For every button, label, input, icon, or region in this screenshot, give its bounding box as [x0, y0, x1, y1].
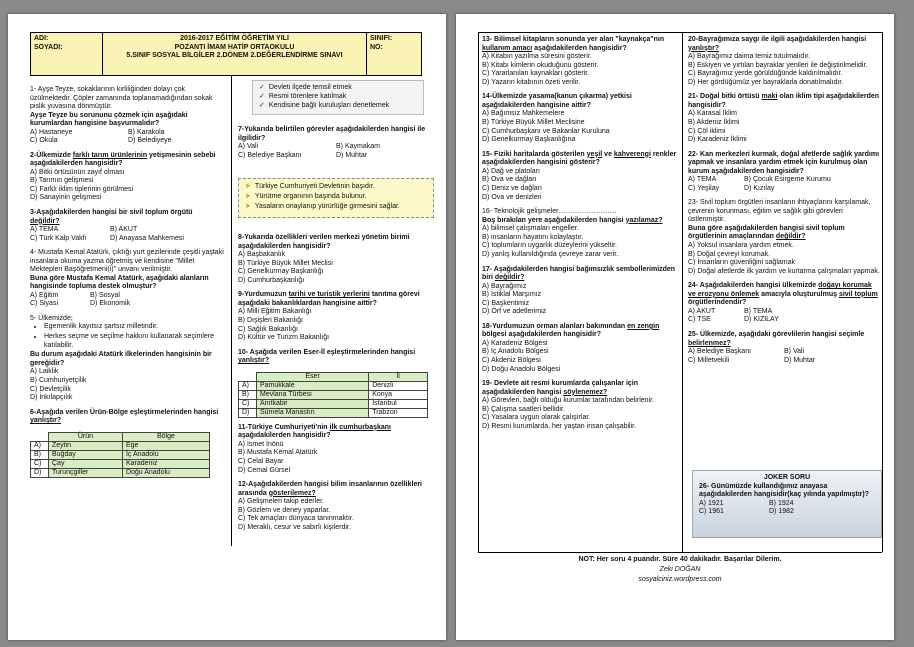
stem-underline: kahverengi — [613, 150, 651, 158]
stem-part: bölgesi aşağıdakilerden hangisidir? — [482, 331, 602, 339]
product-region-table — [30, 432, 210, 478]
option-c[interactable]: C) TSE — [688, 316, 711, 324]
option-c[interactable]: C) Siyasi — [30, 300, 59, 308]
exam-header — [30, 32, 422, 76]
question-12 — [238, 481, 434, 532]
stem-underline: değildir? — [30, 217, 60, 225]
arrow-icon: ➤ — [245, 193, 251, 200]
right-column — [688, 36, 880, 371]
stem-part: tanıtma görevi aşağıdaki bakanlıklardan hangisine aittir? — [238, 291, 420, 307]
number-label: NO: — [370, 43, 383, 51]
question-stem — [688, 282, 880, 308]
stem-part: 25- Ülkemizde, aşağıdaki görevlilerin hangisi seçimle — [688, 331, 865, 338]
option-d[interactable]: D) Doğal afetlerde ilk yardım ve kurtarma çalışmaları yapmak. — [688, 267, 880, 275]
page-left-border — [478, 32, 479, 552]
row-product: Çay — [49, 459, 123, 468]
row-region: Karadeniz — [122, 459, 209, 468]
exam-footer — [478, 552, 882, 586]
question-stem — [482, 266, 678, 283]
option-b[interactable]: B) İç Anadolu Bölgesi — [482, 348, 549, 356]
option-d[interactable]: D) Muhtar — [784, 356, 816, 364]
check-text: Kendisine bağlı kuruluşları denetlemek — [268, 102, 390, 109]
right-column-top — [238, 126, 434, 166]
row-work: Pamukkale — [257, 381, 369, 390]
stem-underline: maki — [761, 93, 778, 101]
option-b[interactable]: B) TEMA — [744, 307, 773, 315]
option-b[interactable]: B) Akdeniz İklimi — [688, 118, 740, 126]
question-21 — [688, 93, 880, 144]
name-label: ADI: — [34, 35, 49, 42]
option-d[interactable]: D) yanlış kullanıldığında çevreye zarar verir. — [482, 250, 619, 258]
question-stem — [688, 225, 880, 242]
option-c[interactable]: C) Farklı iklim tiplerinin görülmesi — [30, 185, 134, 193]
question-1 — [30, 86, 226, 146]
question-15 — [482, 151, 678, 202]
feature-text: Yasaların onaylanıp yürürlüğe girmesini sağlar. — [254, 203, 400, 210]
option-b[interactable]: B) Eskiyen ve yırtılan bayraklar yenileri ile değiştirilmelidir. — [688, 61, 868, 69]
option-d[interactable]: D) 1982 — [769, 508, 794, 516]
question-text: 4- Mustafa Kemal Atatürk, çıktığı yurt gezilerinde çeşitli yaştaki insanlara okuma yazma öğretmiş ve kendisine "Millet Mektepleri Başöğretmeni(i)" unvanı verilmiştir. — [30, 249, 224, 274]
option-c[interactable]: C) Devletçilik — [30, 385, 71, 393]
option-a[interactable]: A) Yoksul insanlara yardım etmek. — [688, 241, 794, 249]
stem-part: 2-Ülkemizde — [30, 151, 73, 159]
option-d[interactable]: D) Ova ve denizleri — [482, 193, 542, 201]
page-right-border — [882, 32, 883, 552]
option-c[interactable]: C) Çöl iklimi — [688, 127, 726, 135]
option-b[interactable]: B) Türkiye Büyük Millet Meclisi — [238, 259, 333, 267]
option-d[interactable]: D) Genelkurmay Başkanlığına — [482, 136, 576, 144]
option-c[interactable]: C) İnsanların güvenliğini sağlamak — [688, 259, 795, 267]
option-d[interactable]: D) Belediyeye — [128, 137, 172, 145]
option-c[interactable]: C) Deniz ve dağları — [482, 184, 542, 192]
stem-part: 13- Bilimsel kitapların sonunda yer alan "kaynakça"nın — [482, 36, 665, 43]
stem-part: 12-Aşağıdakilerden hangisi bilim insanlarının özellikleri arasında — [238, 481, 422, 497]
option-c[interactable]: C) Cumhurbaşkanı ve Bakanlar Kuruluna — [482, 127, 610, 135]
option-d[interactable]: D) Resmi kurumlarda, her yaştan insan çalışabilir. — [482, 423, 637, 431]
check-text: Resmi törenlere katılmak — [268, 93, 347, 100]
option-c[interactable]: C) Bayrağımız yerde görüldüğünde kaldırılmalıdır. — [688, 70, 843, 78]
table-row[interactable] — [239, 390, 428, 399]
row-province: Konya — [369, 390, 428, 399]
option-a[interactable]: A) Bayrağımız — [482, 282, 527, 290]
option-a[interactable]: A) 1921 — [699, 499, 724, 507]
question-18 — [482, 323, 678, 374]
question-stem — [688, 93, 880, 110]
option-c[interactable]: C) Milletvekili — [688, 356, 730, 364]
option-c[interactable]: C) Belediye Başkanı — [238, 151, 302, 159]
question-3 — [30, 209, 226, 243]
row-work: Mevlana Türbesi — [257, 390, 369, 399]
option-d[interactable]: D) Ekonomik — [90, 300, 131, 308]
exam-page-2 — [456, 14, 894, 640]
option-c[interactable]: C) Başkentimiz — [482, 299, 530, 307]
option-c[interactable]: C) Akdeniz Bölgesi — [482, 357, 541, 365]
question-25 — [688, 331, 880, 365]
top-border — [478, 32, 883, 33]
joker-stem: 26- Günümüzde kullandığımız anayasa aşağıdakilerden hangisidir(kaç yılında yapılmıştır)? — [699, 482, 869, 498]
row-province: Denizli — [369, 381, 428, 390]
question-stem — [30, 152, 226, 169]
option-b[interactable]: B) Çalışma saatleri bellidir. — [482, 405, 565, 413]
surname-label: SOYADI: — [34, 43, 63, 51]
option-d[interactable]: D) Anayasa Mahkemesi — [110, 234, 184, 242]
feature-text: Türkiye Cumhuriyeti Devletinin başıdır. — [254, 183, 375, 190]
option-a[interactable]: A) Bayrağımız daima temiz tutulmalıdır. — [688, 53, 811, 60]
question-stem: 22- Kan merkezleri kurmak, doğal afetlerde sağlık yardımı yapmak ve insanlara yardım etmek için kurulmuş olan kurum aşağıdakilerden hangisidir? — [688, 150, 880, 175]
question-23 — [688, 199, 880, 276]
row-region: Doğu Anadolu — [122, 468, 209, 477]
question-stem — [482, 380, 678, 397]
stem-underline: yazılamaz? — [625, 216, 663, 224]
stem-part: 11-Türkiye Cumhuriyeti'nin — [238, 423, 330, 431]
row-product: Zeytin — [49, 441, 123, 450]
option-a[interactable]: A) Görevleri, bağlı olduğu kurumlar tarafından belirlenir. — [482, 397, 654, 405]
question-stem: Ayşe Teyze bu sorununu çözmek için aşağıdaki kurumlardan hangisine başvurmalıdır? — [30, 111, 188, 127]
feature-item — [245, 183, 427, 193]
question-stem: Bu durum aşağıdaki Atatürk ilkelerinden hangisinin bir gereğidir? — [30, 351, 212, 367]
option-b[interactable]: B) Türkiye Büyük Millet Meclisine — [482, 118, 585, 126]
question-5 — [30, 315, 226, 403]
option-b[interactable]: B) 1924 — [769, 499, 794, 507]
right-column — [238, 234, 434, 539]
question-text: 5- Ülkemizde; — [30, 314, 73, 322]
stem-part: 6-Aşağıda verilen Ürün-Bölge eşleştirmelerinden hangisi — [30, 408, 219, 416]
option-c[interactable]: C) Tek amaçları dünyaca tanınmaktır. — [238, 515, 354, 523]
table-row[interactable] — [31, 450, 210, 459]
question-19 — [482, 380, 678, 431]
stem-part: ve — [602, 150, 614, 158]
row-province: İstanbul — [369, 399, 428, 408]
row-letter: A) — [239, 381, 257, 390]
stem-part: Buna göre aşağıdakilerden hangisi sivil toplum örgütlerinin amaçlarından — [688, 224, 845, 241]
joker-title: JOKER SORU — [763, 474, 811, 481]
column-divider — [682, 32, 683, 552]
exam-name: 5.SINIF SOSYAL BİLGİLER 2.DÖNEM 2.DEĞERLENDİRME SINAVI — [126, 52, 343, 59]
option-c[interactable]: C) Okula — [30, 137, 58, 145]
stem-part: aşağıdakilerden hangisidir? — [238, 432, 331, 440]
option-a[interactable]: A) Vali — [238, 143, 259, 150]
left-column — [482, 36, 678, 438]
feature-item — [245, 193, 427, 203]
option-c[interactable]: C) Sağlık Bakanlığı — [238, 325, 298, 333]
option-a[interactable]: A) Hastaneye — [30, 128, 73, 136]
option-d[interactable]: D) KIZILAY — [744, 316, 779, 324]
question-stem — [238, 424, 434, 441]
q8-features-box — [238, 178, 434, 218]
option-b[interactable]: B) İstiklal Marşımız — [482, 291, 542, 299]
table-header: Eser — [257, 372, 369, 381]
question-22 — [688, 151, 880, 194]
feature-text: Yürütme organının başında bulunur. — [254, 193, 367, 200]
option-d[interactable]: D) Karadeniz İklimi — [688, 136, 747, 144]
question-11 — [238, 424, 434, 475]
check-icon: ✓ — [259, 93, 265, 100]
stem-part: örgütlerindendir? — [688, 299, 747, 307]
question-16 — [482, 208, 678, 259]
exam-title — [103, 33, 367, 75]
option-b[interactable]: B) Kitabı kimlerin okuduğunu gösterir. — [482, 61, 599, 69]
question-text: 16- Teknolojik gelişmeler……………………. — [482, 208, 617, 216]
question-stem — [238, 349, 434, 366]
option-b[interactable]: B) AKUT — [110, 226, 138, 234]
option-b[interactable]: B) Çocuk Esirgeme Kurumu — [744, 176, 831, 184]
table-header: Ürün — [49, 432, 123, 441]
option-b[interactable]: B) Doğal çevreyi korumak. — [688, 250, 771, 258]
class-cell — [367, 33, 423, 75]
row-region: Ege — [122, 441, 209, 450]
option-b[interactable]: B) Sosyal — [90, 291, 120, 299]
stem-underline: değildir? — [494, 274, 525, 281]
table-row[interactable] — [239, 408, 428, 417]
question-stem — [30, 409, 226, 426]
option-b[interactable]: B) Karakola — [128, 128, 165, 136]
arrow-icon: ➤ — [245, 203, 251, 210]
option-a[interactable]: A) Bağımsız Mahkemelere — [482, 110, 565, 118]
stem-underline: ilk cumhurbaşkanı — [329, 423, 391, 431]
stem-underline: söylenemez? — [563, 388, 608, 396]
row-work: Sümela Manastırı — [257, 408, 369, 417]
question-24 — [688, 282, 880, 325]
row-letter: D) — [239, 408, 257, 417]
option-c[interactable]: C) Yeşilay — [688, 184, 720, 192]
option-d[interactable]: D) Sanayinin gelişmesi — [30, 194, 102, 202]
option-a[interactable]: A) Laiklik — [30, 368, 59, 376]
stem-part: 18-Yurdumuzun orman alanları bakımından — [482, 322, 628, 330]
option-b[interactable]: B) Mustafa Kemal Atatürk — [238, 449, 318, 457]
check-item — [259, 93, 417, 102]
stem-underline: gösterilemez? — [268, 489, 316, 497]
table-row[interactable] — [31, 441, 210, 450]
table-header: Bölge — [122, 432, 209, 441]
bullet-item: • Egemenlik kayıtsız şartsız milletindir. — [44, 323, 226, 333]
option-d[interactable]: D) Meraklı, cesur ve sabırlı kişilerdir. — [238, 523, 351, 531]
stem-part: 24- Aşağıdakilerden hangisi ülkemizde — [688, 282, 819, 290]
question-stem — [482, 151, 678, 168]
question-6 — [30, 409, 226, 478]
option-a[interactable]: A) Kitabın yazılma süresini gösterir. — [482, 53, 592, 60]
option-d[interactable]: D) Cumhurbaşkanlığı — [238, 276, 305, 284]
check-text: Devleti ilçede temsil etmek — [268, 84, 352, 91]
table-row[interactable] — [31, 459, 210, 468]
option-d[interactable]: D) Muhtar — [336, 151, 368, 159]
question-4 — [30, 249, 226, 309]
stem-part: 9-Yurdumuzun — [238, 291, 289, 299]
stem-underline: yanlıştır? — [238, 357, 270, 365]
option-b[interactable]: B) insanların hayatını kolaylaştır. — [482, 233, 584, 241]
question-stem — [482, 36, 678, 53]
stem-underline: en zengin — [627, 322, 660, 330]
stem-part: olan iklim tipi aşağıdakilerden hangisidir? — [688, 93, 880, 109]
option-d[interactable]: D) Kızılay — [744, 184, 775, 192]
question-stem — [688, 331, 880, 348]
stem-underline: değildir? — [775, 233, 806, 241]
question-7 — [238, 126, 434, 160]
question-stem: 7-Yukarıda belirtilen görevler aşağıdakilerden hangisi ile ilgilidir? — [238, 126, 426, 142]
question-stem: 8-Yukarıda özellikleri verilen merkezi yönetim birimi aşağıdakilerden hangisidir? — [238, 234, 410, 250]
table-row[interactable] — [239, 381, 428, 390]
question-stem — [238, 291, 434, 308]
class-label: SINIFI: — [370, 35, 393, 42]
question-9 — [238, 291, 434, 342]
stem-underline: yanlıştır? — [688, 44, 720, 52]
question-13 — [482, 36, 678, 87]
question-17 — [482, 266, 678, 317]
option-a[interactable]: A) Karadeniz Bölgesi — [482, 339, 548, 347]
row-product: Turunçgiller — [49, 468, 123, 477]
option-a[interactable]: A) Milli Eğitim Bakanlığı — [238, 308, 312, 316]
option-b[interactable]: B) Kaymakam — [336, 143, 380, 150]
website: sosyalciniz.wordpress.com — [638, 576, 722, 583]
option-c[interactable]: C) Celal Bayar — [238, 457, 284, 465]
option-d[interactable]: D) Cemal Gürsel — [238, 466, 291, 474]
check-icon: ✓ — [259, 84, 265, 91]
stem-part: 3-Aşağıdakilerden hangisi bir sivil toplum örgütü — [30, 209, 193, 217]
question-2 — [30, 152, 226, 203]
stem-underline: kullanım amacı — [482, 44, 533, 52]
option-a[interactable]: A) Dağ ve platoları — [482, 167, 540, 175]
table-row[interactable] — [239, 399, 428, 408]
stem-part: 10- Aşağıda verilen Eser-İl eşleştirmelerinden hangisi — [238, 348, 416, 356]
option-b[interactable]: B) Dışişleri Bakanlığı — [238, 316, 303, 324]
question-10 — [238, 349, 434, 418]
option-a[interactable]: A) Başbakanlık — [238, 251, 286, 258]
stem-part: 15- Fiziki haritalarda gösterilen — [482, 150, 587, 158]
option-d[interactable]: D) Doğu Anadolu Bölgesi — [482, 365, 561, 373]
option-a[interactable]: A) Bitki örtüsünün zayıf olması — [30, 168, 125, 176]
question-stem — [30, 209, 226, 226]
question-stem — [482, 323, 678, 340]
stem-underline: tarihi ve turistik yerlerini — [288, 291, 370, 299]
row-province: Trabzon — [369, 408, 428, 417]
option-b[interactable]: B) Tarımın gelişmesi — [30, 177, 94, 185]
stem-part: 21- Doğal bitki örtüsü — [688, 93, 762, 101]
option-d[interactable]: D) Kültür ve Turizm Bakanlığı — [238, 334, 330, 342]
option-d[interactable]: D) İnkılapçılık — [30, 394, 73, 402]
row-letter: B) — [239, 390, 257, 399]
stem-part: yetişmesinin sebebi aşağıdakilerden hangisidir? — [30, 151, 216, 168]
arrow-icon: ➤ — [245, 183, 251, 190]
option-b[interactable]: B) Gözlem ve deney yaparlar. — [238, 506, 331, 514]
stem-underline: sivil toplum — [838, 290, 878, 298]
row-letter: B) — [31, 450, 49, 459]
stem-part: 20-Bayrağımıza saygı ile ilgili aşağıdakilerden hangisi — [688, 36, 867, 43]
author-name: Zeki DOĞAN — [659, 566, 701, 573]
column-divider — [231, 76, 232, 546]
option-a[interactable]: A) Gelişmeleri takip ederler. — [238, 498, 324, 506]
option-d[interactable]: D) Her gördüğümüz yer bayraklarla donatılmalıdır. — [688, 78, 844, 86]
stem-part: Boş bırakılan yere aşağıdakilerden hangisi — [482, 216, 626, 224]
exam-page-1 — [8, 14, 446, 640]
feature-item — [245, 203, 427, 213]
option-a[interactable]: A) TEMA — [30, 226, 59, 234]
row-product: Buğday — [49, 450, 123, 459]
stem-part: renkler aşağıdakilerden hangisini gösterir? — [482, 150, 677, 167]
row-letter: C) — [239, 399, 257, 408]
row-letter: C) — [31, 459, 49, 468]
option-b[interactable]: B) Ova ve dağları — [482, 176, 537, 184]
footer-note: NOT: Her soru 4 puandır. Süre 40 dakikadır. Başarılar Dilerim. — [578, 556, 782, 563]
check-item — [259, 84, 417, 93]
stem-underline: farklı tarım ürünlerinin — [72, 151, 148, 159]
bullet-item: • Herkes seçme ve seçilme hakkını kullanarak seçimlere katılabilir. — [44, 333, 226, 351]
student-name-cell — [31, 33, 103, 75]
option-c[interactable]: C) 1961 — [699, 508, 724, 516]
option-a[interactable]: A) AKUT — [688, 307, 716, 315]
option-c[interactable]: C) toplumların uygarlık düzeylerini yükseltir. — [482, 242, 617, 250]
stem-underline: yeşil — [586, 150, 603, 158]
joker-question-box — [692, 470, 882, 538]
school-name: POZANTI İMAM HATİP ORTAOKULU — [174, 43, 295, 51]
check-icon: ✓ — [259, 102, 265, 109]
stem-part: amacıyla oluşturulmuş — [759, 290, 839, 298]
question-8 — [238, 234, 434, 285]
question-stem — [238, 481, 434, 498]
stem-part: 19- Devlete ait resmi kurumlarda çalışanlar için aşağıdakilerden hangisi — [482, 380, 639, 396]
row-region: İç Anadolu — [122, 450, 209, 459]
option-c[interactable]: C) Yararlanılan kaynakları gösterir. — [482, 70, 590, 78]
option-d[interactable]: D) Yazarın kitabının özeti verilir. — [482, 78, 581, 86]
table-header: İl — [369, 372, 428, 381]
option-a[interactable]: A) Belediye Başkanı — [688, 348, 752, 355]
option-a[interactable]: A) bilimsel çalışmaları engeller. — [482, 225, 579, 233]
table-row[interactable] — [31, 468, 210, 477]
stem-part: 17- Aşağıdakilerden hangisi bağımsızlık sembollerimizden biri — [482, 265, 676, 281]
stem-underline: yanlıştır? — [30, 417, 62, 425]
row-letter: D) — [31, 468, 49, 477]
stem-underline: doğayı korumak ve erozyonu önlemek — [688, 282, 872, 298]
question-stem: 14-Ülkemizde yasama(kanun çıkarma) yetkisi aşağıdakilerden hangisine aittir? — [482, 93, 632, 109]
q7-duties-box — [252, 80, 424, 115]
option-b[interactable]: B) Vali — [784, 348, 805, 355]
row-letter: A) — [31, 441, 49, 450]
school-year: 2016-2017 EĞİTİM ÖĞRETİM YILI — [180, 35, 289, 42]
option-c[interactable]: C) Genelkurmay Başkanlığı — [238, 268, 324, 276]
question-text: 1- Ayşe Teyze, sokaklarının kirliliğinden dolayı çok üzülmektedir. Çöpler zamanında toplanamadığından sokak pislik yuvasına dönmüştür. — [30, 86, 213, 110]
left-column — [30, 86, 226, 484]
question-stem — [688, 36, 880, 53]
question-20 — [688, 36, 880, 87]
stem-part: aşağıdakilerden hangisidir? — [532, 44, 627, 52]
stem-underline: belirlenmez? — [688, 339, 731, 347]
option-a[interactable]: A) Karasal İklim — [688, 110, 738, 118]
option-d[interactable]: D) Örf ve adetlerimiz — [482, 308, 547, 316]
option-b[interactable]: B) Cumhuriyetçilik — [30, 377, 87, 385]
option-c[interactable]: C) Türk Kalp Vakfı — [30, 234, 87, 242]
question-14 — [482, 93, 678, 144]
question-text: 23- Sivil toplum örgütleri insanların ihtiyaçlarını karşılamak, çevrenin korunması, eğitim ve sağlık gibi görevleri üstlenmiştir. — [688, 199, 871, 224]
row-work: Anıtkabir — [257, 399, 369, 408]
question-stem: Buna göre Mustafa Kemal Atatürk, aşağıdaki alanların hangisinde topluma destek olmuştur? — [30, 274, 209, 291]
option-c[interactable]: C) Yasalara uygun olarak çalışırlar. — [482, 414, 591, 422]
option-a[interactable]: A) İsmet İnönü — [238, 440, 284, 448]
work-province-table — [238, 372, 428, 418]
option-a[interactable]: A) TEMA — [688, 176, 717, 184]
question-stem — [482, 217, 678, 226]
option-a[interactable]: A) Eğitim — [30, 291, 59, 299]
check-item — [259, 102, 417, 111]
